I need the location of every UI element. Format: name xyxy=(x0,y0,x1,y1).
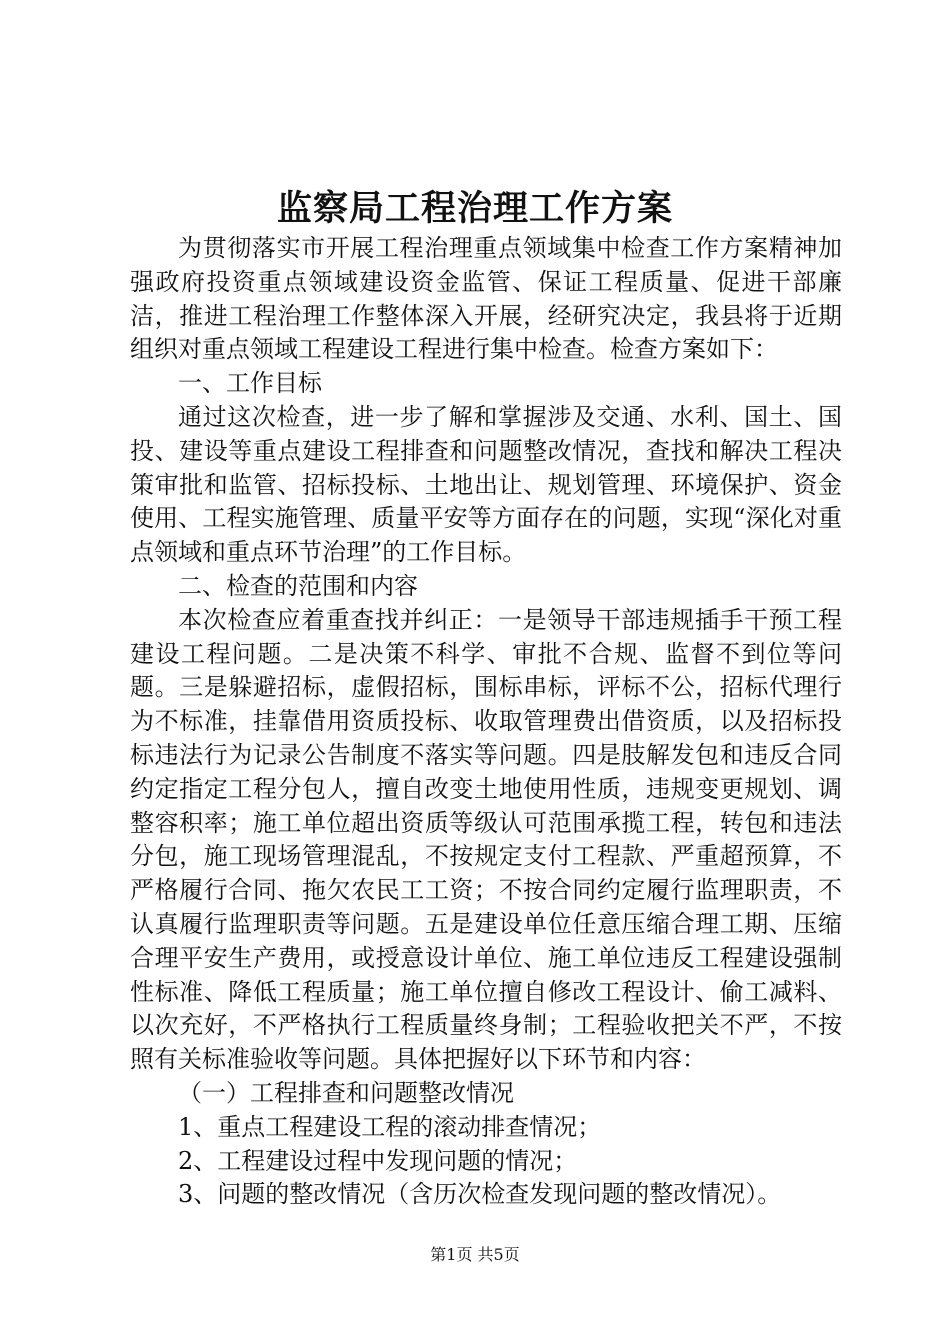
list-item: 1、重点工程建设工程的滚动排查情况； xyxy=(178,1112,602,1141)
document-body xyxy=(130,232,842,1212)
scope-paragraph: 本次检查应着重查找并纠正：一是领导干部违规插手干预工程建设工程问题。二是决策不科学、审批不合规、监督不到位等问题。三是躲避招标，虚假招标，围标串标，评标不公，招标代理行为不标准，挂靠借用资质投标、收取管理费出借资质，以及招标投标违法行为记录公告制度不落实等问题。四是肢解发包和违反合同约定指定工程分包人，擅自改变土地使用性质，违规变更规划、调整容积率；施工单位超出资质等级认可范围承揽工程，转包和违法分包，施工现场管理混乱，不按规定支付工程款、严重超预算，不严格履行合同、拖欠农民工工资；不按合同约定履行监理职责，不认真履行监理职责等问题。五是建设单位任意压缩合理工期、压缩合理平安生产费用，或授意设计单位、施工单位违反工程建设强制性标准、降低工程质量；施工单位擅自修改工程设计、偷工减料、以次充好，不严格执行工程质量终身制；工程验收把关不严，不按照有关标准验收等问题。具体把握好以下环节和内容： xyxy=(130,605,842,1074)
section-heading-scope: 二、检查的范围和内容 xyxy=(178,571,418,600)
page-footer: 第1页 共5页 xyxy=(430,1245,520,1264)
goals-paragraph: 通过这次检查，进一步了解和掌握涉及交通、水利、国土、国投、建设等重点建设工程排查和问题整改情况，查找和解决工程决策审批和监管、招标投标、土地出让、规划管理、环境保护、资金使用、工程实施管理、质量平安等方面存在的问题，实现“深化对重点领域和重点环节治理”的工作目标。 xyxy=(130,402,842,567)
intro-paragraph: 为贯彻落实市开展工程治理重点领域集中检查工作方案精神加强政府投资重点领域建设资金监管、保证工程质量、促进干部廉洁，推进工程治理工作整体深入开展，经研究决定，我县将于近期组织对重点领域工程建设工程进行集中检查。检查方案如下： xyxy=(130,234,842,364)
list-item: 3、问题的整改情况（含历次检查发现问题的整改情况）。 xyxy=(178,1180,782,1209)
document-title: 监察局工程治理工作方案 xyxy=(276,188,673,229)
subsection-heading-investigation: （一）工程排查和问题整改情况 xyxy=(178,1078,514,1107)
section-heading-goals: 一、工作目标 xyxy=(178,369,322,398)
list-item: 2、工程建设过程中发现问题的情况； xyxy=(178,1146,578,1175)
